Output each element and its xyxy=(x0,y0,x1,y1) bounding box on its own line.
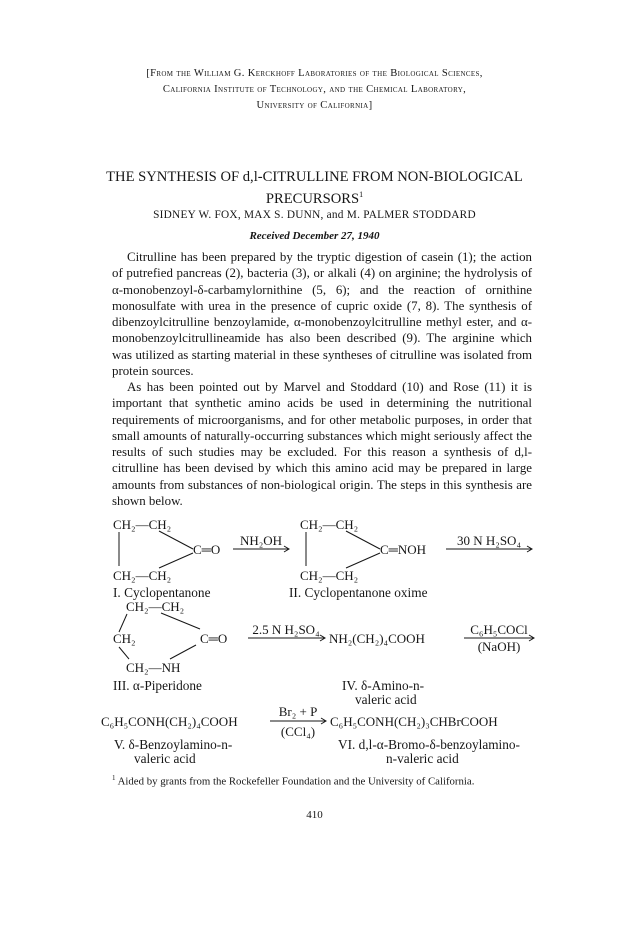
arrow-4-reagent-top: C₆H₅COCl xyxy=(470,622,528,637)
arrow-5-reagent-top: Br₂ + P xyxy=(278,704,318,719)
title-line-1: THE SYNTHESIS OF d,l-CITRULLINE FROM NON-BIOLOGICAL xyxy=(106,169,523,185)
affiliation-line-3: University of California] xyxy=(256,100,373,111)
compound-2-oxime: C═NOH xyxy=(380,542,427,557)
compound-3-left: CH₂ xyxy=(113,631,136,646)
footnote xyxy=(112,771,532,790)
compound-6: C₆H₅CONH(CH₂)₃CHBrCOOH xyxy=(330,714,498,729)
footnote-mark: 1 xyxy=(112,774,116,782)
arrow-4-reagent-bottom: (NaOH) xyxy=(477,639,521,654)
paragraph-1: Citrulline has been prepared by the tryptic digestion of casein (1); the action of putrefied pancreas (2), bacteria (3), or alkali (4) on arginine; the hydrolysis of α-monobenzoyl-δ-carbamylornithine (5, 6); and the reaction of ornithine monosulfate with urea in the presence of cupric oxide (7, 8). The synthesis of dibenzoylcitrulline benzoylamide, α-monobenzoylcitrulline methyl ester, and α-monobenzoylcitrullineamide has also been described (9). The arginine which was utilized as starting material in these syntheses of citrulline was isolated from protein sources. xyxy=(112,250,532,378)
compound-4-label-line-2: valeric acid xyxy=(355,692,417,707)
compound-3-label: III. α-Piperidone xyxy=(113,678,202,693)
title-footnote-mark: 1 xyxy=(359,190,364,199)
affiliation-line-2: California Institute of Technology, and the Chemical Laboratory, xyxy=(162,84,467,95)
compound-1-carbonyl: C═O xyxy=(193,542,221,557)
compound-2-top: CH₂—CH₂ xyxy=(300,517,359,532)
compound-5: C₆H₅CONH(CH₂)₄COOH xyxy=(101,714,238,729)
paragraph-2: As has been pointed out by Marvel and Stoddard (10) and Rose (11) it is important that synthetic amino acids be used in determining the nutritional requirements of microorganisms, and for other metabolic purposes, in order that small amounts of naturally-occurring substances which might seriously affect the results of such studies may be excluded. For this reason a synthesis of d,l-citrulline has been devised by which this amino acid may be prepared in large amounts from substances of non-biological origin. The steps in this synthesis are shown below. xyxy=(112,380,532,508)
compound-5-label-line-2: valeric acid xyxy=(134,751,196,766)
compound-1-top: CH₂—CH₂ xyxy=(113,517,172,532)
compound-5-label-line-1: V. δ-Benzoylamino-n- xyxy=(114,737,233,752)
footnote-text: Aided by grants from the Rockefeller Foundation and the University of California. xyxy=(117,775,475,788)
compound-1-bottom: CH₂—CH₂ xyxy=(113,568,172,583)
arrow-1-reagent: NH₂OH xyxy=(239,533,283,548)
compound-4: NH₂(CH₂)₄COOH xyxy=(329,631,425,646)
authors: SIDNEY W. FOX, MAX S. DUNN, and M. PALMER STODDARD xyxy=(153,209,476,221)
compound-1-label: I. Cyclopentanone xyxy=(113,585,211,600)
compound-4-label-line-1: IV. δ-Amino-n- xyxy=(342,678,425,693)
received-date: Received December 27, 1940 xyxy=(249,230,380,242)
title-line-2-text: PRECURSORS xyxy=(265,190,360,207)
arrow-2-reagent: 30 N H₂SO₄ xyxy=(457,533,521,548)
page-number: 410 xyxy=(306,809,323,821)
compound-2-bottom: CH₂—CH₂ xyxy=(300,568,359,583)
affiliation-line-1: [From the William G. Kerckhoff Laboratories of the Biological Sciences, xyxy=(146,68,483,79)
arrow-5-reagent-bottom: (CCl₄) xyxy=(280,724,316,739)
arrow-3-reagent: 2.5 N H₂SO₄ xyxy=(252,622,320,637)
compound-3-bottom: CH₂—NH xyxy=(126,660,181,675)
compound-6-label-line-1: VI. d,l-α-Bromo-δ-benzoylamino- xyxy=(338,737,520,752)
compound-6-label-line-2: n-valeric acid xyxy=(386,751,459,766)
compound-3-carbonyl: C═O xyxy=(200,631,228,646)
compound-2-label: II. Cyclopentanone oxime xyxy=(289,585,428,600)
compound-3-top: CH₂—CH₂ xyxy=(126,599,185,614)
